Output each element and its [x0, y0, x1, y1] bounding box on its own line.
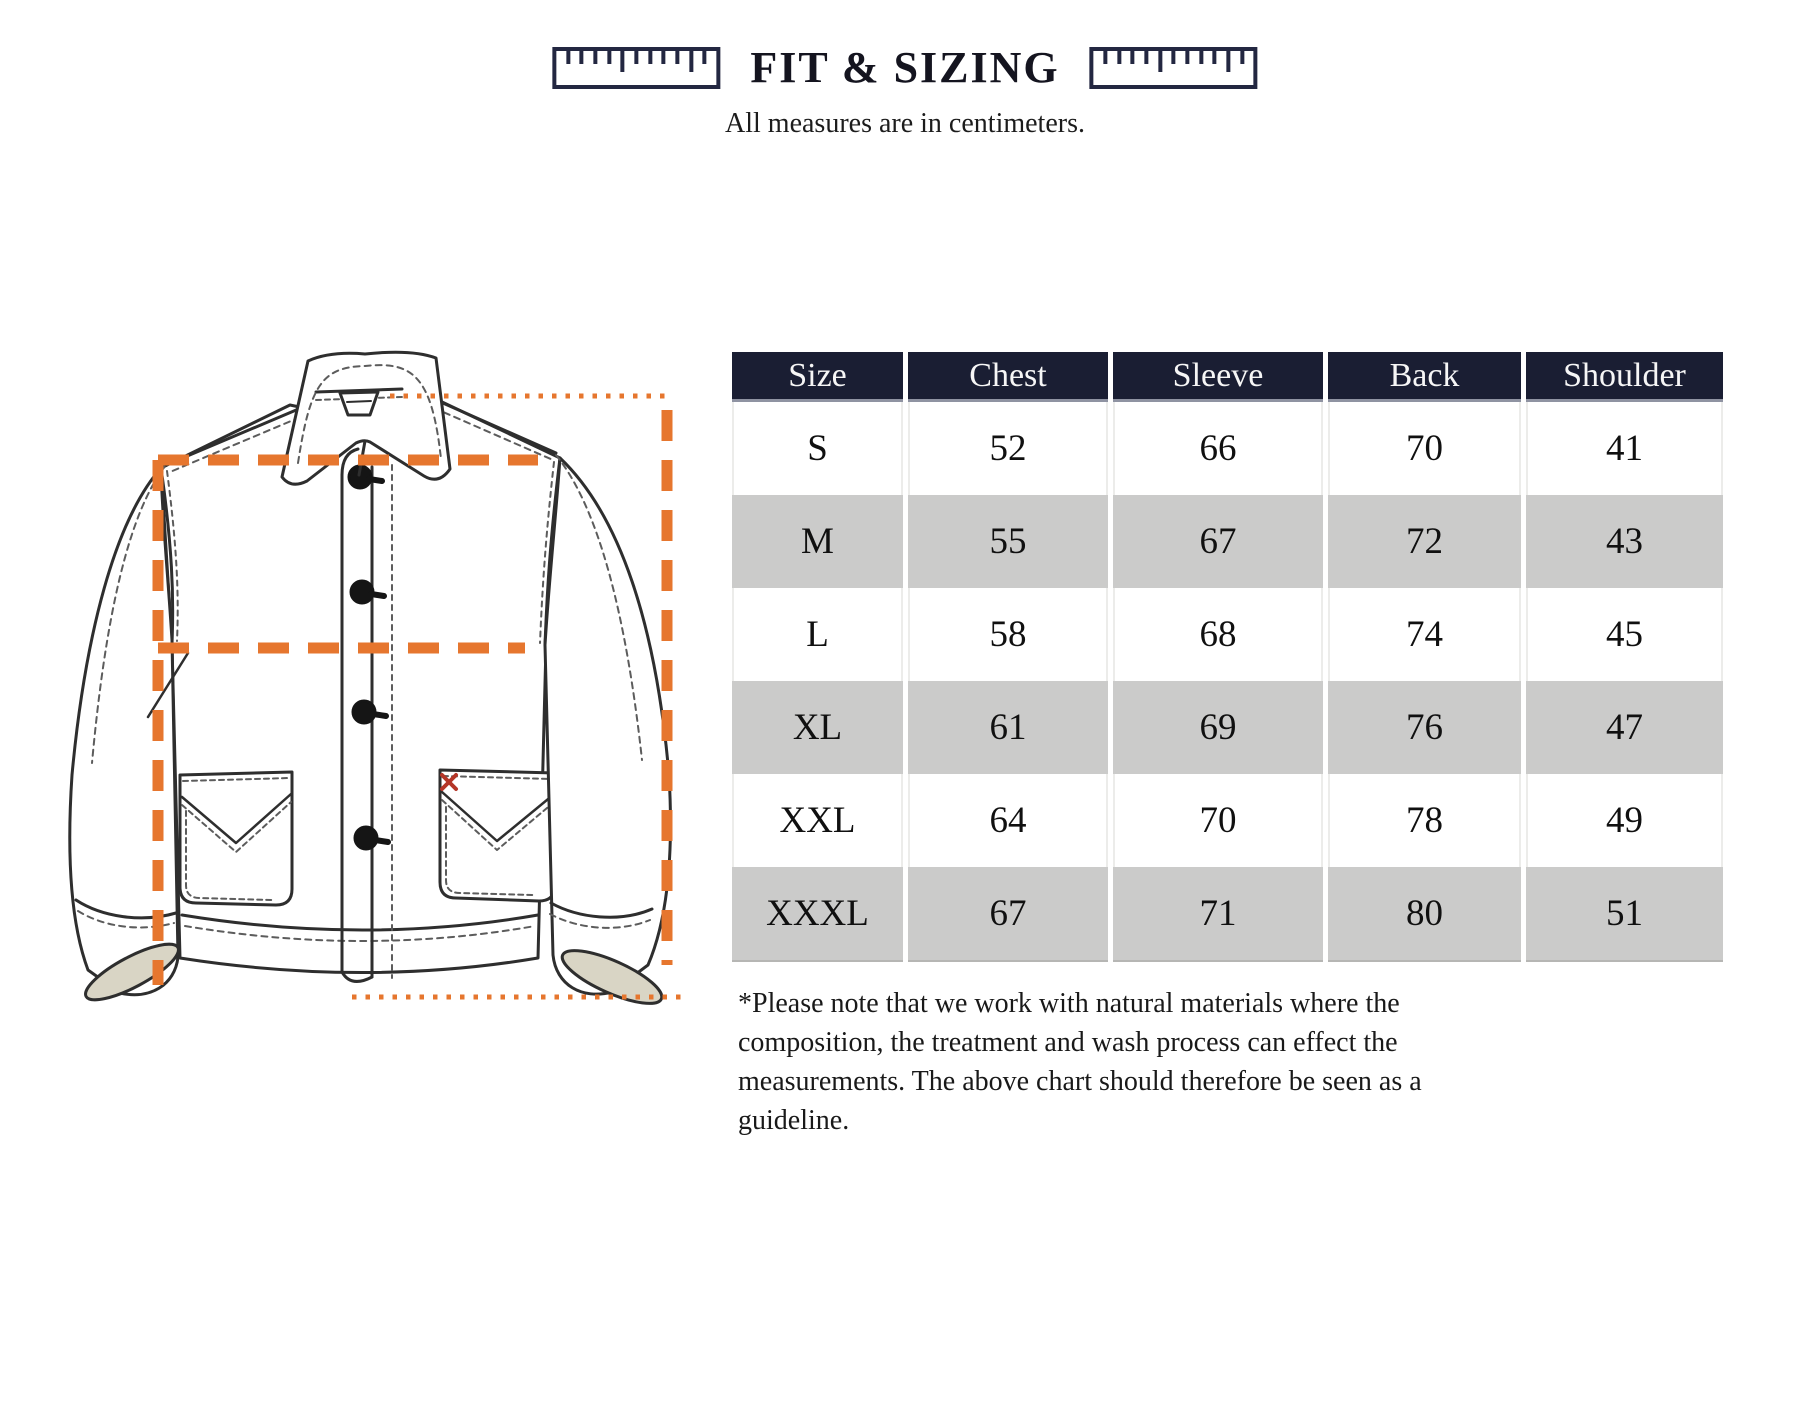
- table-cell: 72: [1328, 495, 1521, 588]
- footnote-line: composition, the treatment and wash process can effect the: [738, 1027, 1398, 1058]
- table-cell: 61: [908, 681, 1108, 774]
- table-cell: 41: [1526, 402, 1723, 495]
- table-cell: 67: [1113, 495, 1323, 588]
- table-cell: 70: [1328, 402, 1521, 495]
- jacket-diagram: [20, 345, 710, 1025]
- table-cell: 66: [1113, 402, 1323, 495]
- page-subtitle: All measures are in centimeters.: [725, 108, 1085, 139]
- table-cell: XL: [732, 681, 903, 774]
- table-cell: S: [732, 402, 903, 495]
- table-cell: M: [732, 495, 903, 588]
- sleeve-right: [545, 455, 670, 1014]
- pocket-left: [180, 772, 292, 905]
- hanger-loop: [340, 392, 378, 415]
- table-cell: 52: [908, 402, 1108, 495]
- column-header: Sleeve: [1113, 352, 1323, 402]
- table-cell: 64: [908, 774, 1108, 867]
- table-cell: L: [732, 588, 903, 681]
- column-header: Chest: [908, 352, 1108, 402]
- table-cell: 51: [1526, 867, 1723, 960]
- table-cell: 71: [1113, 867, 1323, 960]
- ruler-icon-right: [1090, 47, 1258, 89]
- column-header: Shoulder: [1526, 352, 1723, 402]
- table-cell: 70: [1113, 774, 1323, 867]
- table-cell: 47: [1526, 681, 1723, 774]
- table-cell: 78: [1328, 774, 1521, 867]
- table-cell: 45: [1526, 588, 1723, 681]
- footnote: [738, 984, 1422, 1140]
- page-title: FIT & SIZING: [750, 43, 1060, 92]
- table-cell: 58: [908, 588, 1108, 681]
- footnote-line: guideline.: [738, 1105, 850, 1136]
- page-header: [552, 42, 1257, 93]
- table-cell: 74: [1328, 588, 1521, 681]
- table-cell: 69: [1113, 681, 1323, 774]
- table-cell: 55: [908, 495, 1108, 588]
- footnote-line: measurements. The above chart should therefore be seen as a: [738, 1066, 1422, 1097]
- table-cell: XXL: [732, 774, 903, 867]
- table-cell: 43: [1526, 495, 1723, 588]
- table-cell: XXXL: [732, 867, 903, 960]
- table-cell: 49: [1526, 774, 1723, 867]
- table-cell: 80: [1328, 867, 1521, 960]
- pocket-right: [440, 770, 555, 901]
- footnote-line: *Please note that we work with natural materials where the: [738, 988, 1400, 1019]
- column-header: Back: [1328, 352, 1521, 402]
- table-cell: 67: [908, 867, 1108, 960]
- table-cell: 76: [1328, 681, 1521, 774]
- ruler-icon-left: [552, 47, 720, 89]
- column-header: Size: [732, 352, 903, 402]
- size-table: [732, 352, 1723, 960]
- table-cell: 68: [1113, 588, 1323, 681]
